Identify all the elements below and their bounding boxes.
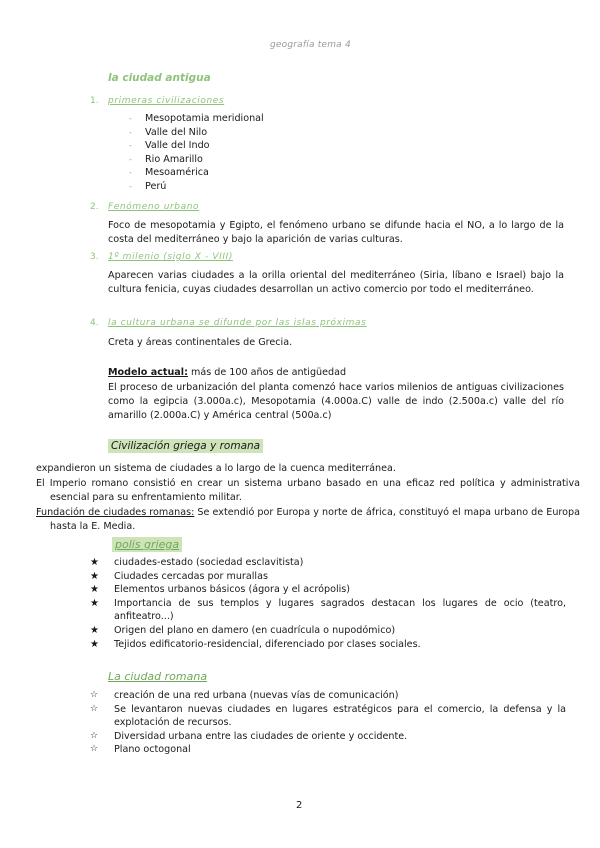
- page-title: la ciudad antigua: [108, 72, 211, 84]
- section-number: 3.: [90, 252, 99, 262]
- list-item: ★ ciudades-estado (sociedad esclavitista): [90, 557, 304, 568]
- modelo-heading: [108, 366, 564, 380]
- list-item: - Mesoamérica: [129, 167, 209, 179]
- civ-line2: El Imperio romano consistió en crear un sistema urbano basado en una eficaz red política y administrativa esencial para su enfrentamiento militar.: [36, 478, 580, 503]
- list-item: ★ Tejidos edificatorio-residencial, diferenciado por clases sociales.: [90, 638, 421, 650]
- section-title: la cultura urbana se difunde por las islas próximas: [108, 318, 367, 328]
- list-item: - Mesopotamia meridional: [129, 113, 264, 124]
- section-number: 1.: [90, 96, 99, 106]
- civ-line1: expandieron un sistema de ciudades a lo largo de la cuenca mediterránea.: [36, 463, 396, 474]
- star-icon: ★: [90, 557, 99, 568]
- modelo-subtitle: más de 100 años de antigüedad: [187, 367, 347, 378]
- section-text: Creta y áreas continentales de Grecia.: [108, 337, 293, 348]
- page-header: geografía tema 4: [270, 40, 351, 50]
- section-text: Foco de mesopotamia y Egipto, el fenómeno urbano se difunde hacia el NO, a lo largo de la costa del mediterráneo y bajo la aparición de varias culturas.: [108, 220, 564, 245]
- section-text: Aparecen varias ciudades a la orilla oriental del mediterráneo (Siria, líbano e Israel) bajo la cultura fenicia, cuyas ciudades desarrollan un activo comercio por todo el mediterráneo.: [108, 270, 564, 295]
- civ-title: Civilización griega y romana: [108, 440, 263, 452]
- list-item: ★ Elementos urbanos básicos (ágora y el acrópolis): [90, 584, 351, 596]
- star-icon: ★: [90, 624, 99, 636]
- section-title: 1º milenio (siglo X - VIII): [108, 252, 233, 262]
- romana-title: La ciudad romana: [108, 670, 208, 683]
- star-outline-icon: ☆: [90, 730, 99, 741]
- civ-fundacion: [36, 506, 580, 534]
- page-number: 2: [296, 800, 303, 811]
- section-title: Fenómeno urbano: [108, 202, 200, 212]
- star-icon: ★: [90, 584, 99, 596]
- romana-list: [90, 689, 566, 757]
- list-item: - Valle del Indo: [129, 140, 210, 152]
- section-number: 4.: [90, 318, 99, 328]
- list-item: ☆ creación de una red urbana (nuevas vías de comunicación): [90, 690, 399, 701]
- star-outline-icon: ☆: [90, 690, 99, 700]
- section-number: 2.: [90, 202, 99, 212]
- section-title: primeras civilizaciones: [108, 96, 225, 106]
- star-outline-icon: ☆: [90, 744, 99, 755]
- list-item: ☆ Diversidad urbana entre las ciudades de oriente y occidente.: [90, 730, 408, 742]
- list-item: ☆ Plano octogonal: [90, 744, 191, 756]
- civilizations-list: [129, 112, 264, 194]
- fundacion-label: Fundación de ciudades romanas:: [36, 507, 195, 518]
- star-icon: ★: [90, 570, 99, 582]
- list-item: ★ Origen del plano en damero (en cuadrícula o nupodómico): [90, 624, 396, 636]
- star-icon: ★: [90, 597, 99, 609]
- list-item: ☆ Se levantaron nuevas ciudades en lugares estratégicos para el comercio, la defensa y la explotación de recursos.: [90, 703, 566, 729]
- star-icon: ★: [90, 638, 99, 650]
- polis-list: [90, 556, 566, 651]
- list-item: - Valle del Nilo: [129, 126, 208, 138]
- polis-title: polis griega: [112, 538, 182, 551]
- modelo-text: El proceso de urbanización del planta comenzó hace varios milenios de antiguas civilizaciones como la egipcia (3.000a.c), Mesopotamia (4.000a.C) valle de indo (2.500a.c) valle del río amarillo (2.000a.C) y América central (500a.c): [108, 382, 564, 421]
- list-item: - Rio Amarillo: [129, 153, 203, 165]
- list-item: ★ Importancia de sus templos y lugares sagrados destacan los lugares de ocio (teatro, anfiteatro...): [90, 597, 566, 623]
- modelo-label: Modelo actual:: [108, 367, 188, 378]
- list-item: - Perú: [129, 180, 167, 192]
- star-outline-icon: ☆: [90, 703, 99, 714]
- list-item: ★ Ciudades cercadas por murallas: [90, 570, 268, 582]
- fundacion-text: Se extendió por Europa y norte de áfrica, constituyó el mapa urbano de Europa hasta la E. Media.: [50, 507, 580, 532]
